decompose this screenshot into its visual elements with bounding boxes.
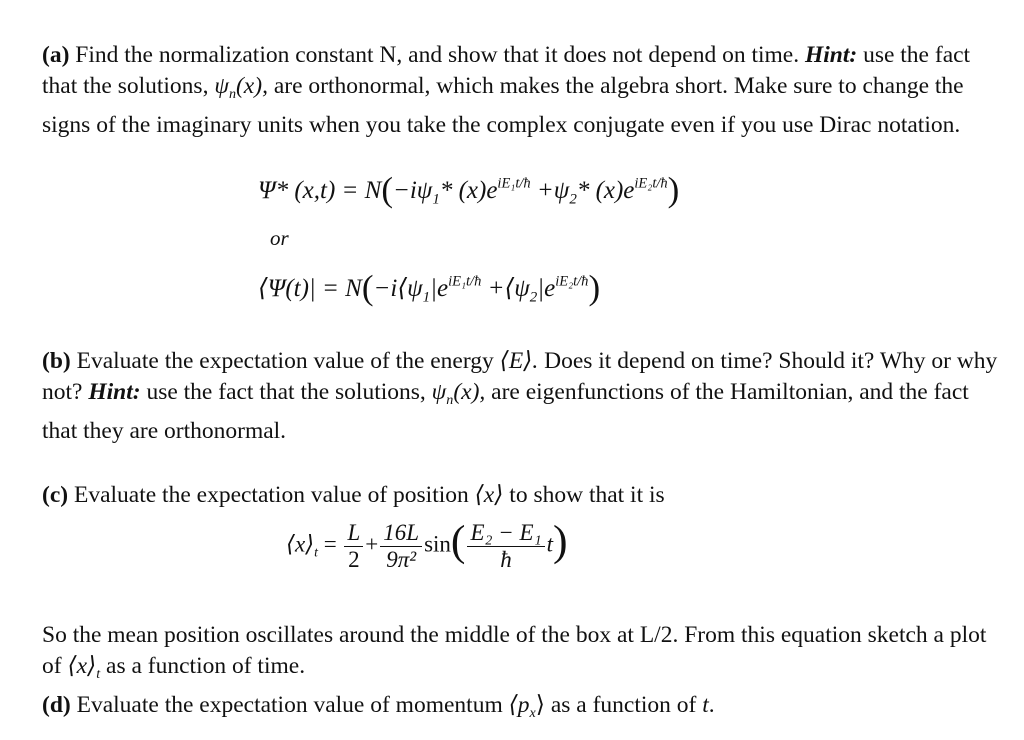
- part-a-sentence-4: Make sure to change the signs of the imaginary units when you take the complex conjugate even if you use Dirac notation.: [42, 73, 964, 138]
- eq1-term2-exp: iE₂t/ħ: [634, 175, 668, 192]
- part-d-period: .: [708, 692, 715, 718]
- part-a-sentence-1: Find the normalization constant N, and show that it does not depend on time.: [75, 42, 800, 68]
- part-b-hint-label: Hint:: [88, 379, 141, 405]
- frac1-den: 2: [348, 546, 360, 572]
- part-c-sentence-4: sketch a plot of: [42, 622, 987, 679]
- part-b-label: (b): [42, 348, 71, 374]
- psi-n-symbol-b: ψ: [431, 379, 447, 405]
- eq3-equals: =: [323, 531, 337, 557]
- part-c-sentence-2: to show that it is: [509, 482, 665, 508]
- frac3-den: ħ: [500, 546, 512, 572]
- eq1-term1-exp: iE₁t/ħ: [497, 175, 531, 192]
- eq2-term1-sub: 1: [422, 289, 431, 306]
- part-d-sentence-2: as a function of: [550, 692, 697, 718]
- position-t-sub: t: [96, 665, 101, 682]
- part-b-sentence-4: use the fact that the solutions,: [146, 379, 426, 405]
- eq2-term1-exp: iE₁t/ħ: [448, 273, 482, 290]
- part-d-label: (d): [42, 692, 71, 718]
- frac2-den: 9π²: [386, 546, 417, 572]
- part-d-sentence-1: Evaluate the expectation value of momentum: [76, 692, 503, 718]
- part-a-hint-label: Hint:: [804, 42, 858, 68]
- or-label: or: [270, 226, 289, 250]
- part-a-sentence-3: are orthonormal, which makes the algebra short.: [273, 73, 729, 99]
- momentum-bra: ⟨p: [508, 692, 530, 718]
- eq3-t: t: [546, 531, 553, 557]
- momentum-close: ⟩: [535, 692, 545, 718]
- part-b-sentence-5: are eigenfunctions of the Hamiltonian, and the fact that they are orthonormal.: [42, 379, 969, 444]
- eq1-term2-sub: 2: [569, 191, 577, 208]
- psi-n-argument-b: (x),: [453, 379, 486, 405]
- frac1-num: L: [344, 520, 363, 547]
- energy-expectation: ⟨E⟩.: [499, 348, 539, 374]
- sin-function: sin: [424, 531, 451, 557]
- part-c-label: (c): [42, 482, 69, 508]
- eq2-term2-exp: iE₂t/ħ: [555, 273, 589, 290]
- part-c-sentence-1: Evaluate the expectation value of position: [73, 482, 469, 508]
- eq1-term1: −iψ: [392, 177, 433, 205]
- eq3-lhs: ⟨x⟩: [286, 531, 315, 557]
- eq2-term1-rest: |e: [430, 275, 449, 303]
- equation-position-t: $⟨x⟩_t$ = $\frac{L}{2}$ + $\frac{16L}{\text{9π²}}$ sin( $\frac{\text{E₂ − E₁}}{ħ}$ t): [286, 517, 568, 572]
- momentum-sub: x: [529, 704, 536, 721]
- eq2-lhs: ⟨Ψ(t)| = N: [258, 275, 362, 303]
- part-a-label: (a): [42, 42, 70, 68]
- eq1-term2-rest: * (x)e: [576, 177, 635, 205]
- part-b-sentence-2: Does it depend on time? Should it?: [544, 348, 875, 374]
- time-symbol: t: [702, 692, 709, 718]
- psi-n-symbol: ψ: [214, 73, 229, 99]
- eq1-term1-rest: * (x)e: [439, 177, 498, 205]
- part-a-text: [42, 40, 1002, 141]
- eq2-term1: −i⟨ψ: [373, 275, 423, 303]
- eq3-lhs-sub: t: [314, 544, 318, 560]
- part-c-followup: [42, 620, 1002, 690]
- part-b-sentence-3: Why or why not?: [42, 348, 998, 405]
- psi-n-subscript-b: n: [446, 391, 454, 408]
- part-b-text: [42, 346, 1002, 447]
- eq1-lhs: Ψ* (x,t) = N: [258, 177, 382, 205]
- fraction-energy-over-hbar: [467, 520, 544, 573]
- frac3-num: E₂ − E₁: [467, 520, 544, 547]
- part-c-sentence-3: So the mean position oscillates around the middle of the box at L/2. From this equation: [42, 622, 862, 648]
- eq3-plus: +: [365, 531, 379, 557]
- part-b-sentence-1: Evaluate the expectation value of the energy: [76, 348, 494, 374]
- position-expectation: ⟨x⟩: [474, 482, 504, 508]
- part-a-sentence-2: use the fact that the solutions,: [42, 42, 971, 99]
- eq2-plus-psi: +⟨ψ: [487, 275, 530, 303]
- psi-n-subscript: n: [228, 85, 236, 102]
- eq2-term2-rest: |e: [537, 275, 556, 303]
- fraction-16l-over-9pi2: [380, 520, 422, 573]
- part-d-text: [42, 690, 1002, 729]
- eq2-term2-sub: 2: [529, 289, 538, 306]
- position-t: ⟨x⟩: [67, 653, 97, 679]
- part-c-text: [42, 480, 1002, 511]
- equation-psi-star: Ψ* $(x,t) = N(-i\psi_1*$ $(x)e^{iE_1t/ħ} +\psi_2*$ $(x)e^{iE_2t/ħ}$): [258, 170, 680, 209]
- eq1-term1-sub: 1: [432, 191, 440, 208]
- part-c-sentence-5: as a function of time.: [106, 653, 306, 679]
- frac2-num: 16L: [380, 520, 422, 547]
- fraction-l-over-2: [344, 520, 363, 573]
- psi-n-argument: (x),: [235, 73, 268, 99]
- eq1-plus-psi: +ψ: [536, 177, 570, 205]
- equation-bra-psi: ⟨Ψ(t)| = $N(-i⟨\psi_1|e^{iE_1t/ħ}$ $+⟨\psi_2|e^{iE_2t/ħ}$): [258, 268, 601, 307]
